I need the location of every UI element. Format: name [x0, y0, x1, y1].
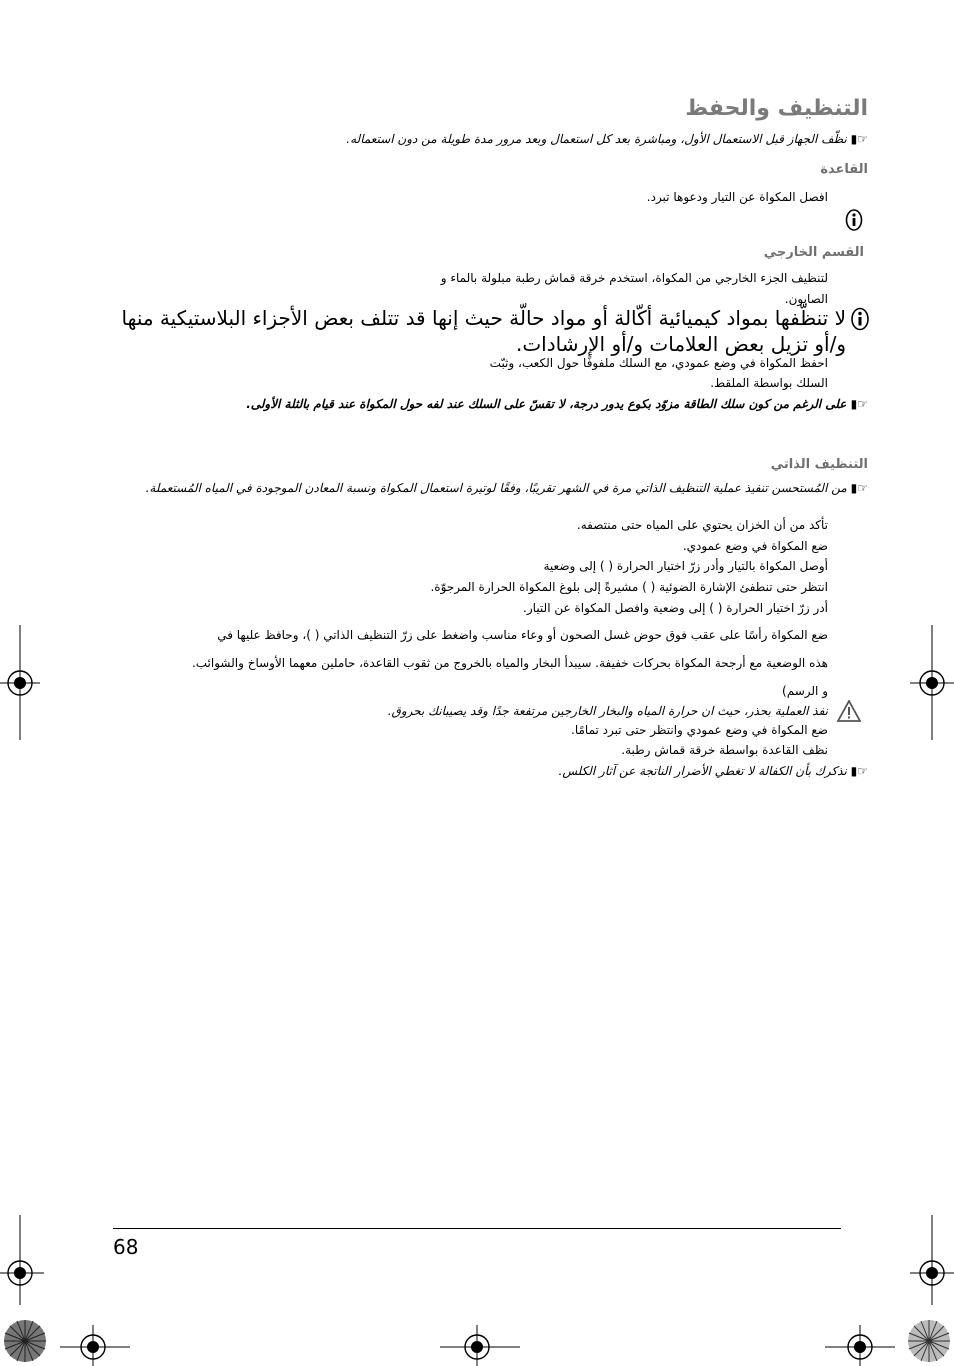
self-step-10: نظف القاعدة بواسطة خرقة قماش رطبة. — [621, 743, 828, 757]
color-wheel-mark-icon — [906, 1318, 952, 1364]
warning-triangle-icon — [837, 700, 861, 722]
section-heading-base: القاعدة — [820, 162, 868, 177]
base-line-1: افصل المكواة عن التيار ودعوها تبرد. — [646, 190, 828, 204]
self-warning: نفذ العملية بحذر، حيث ان حرارة المياه والبخار الخارجين مرتفعة جدًا وقد يصيبانك بحروق. — [387, 704, 828, 718]
self-step-8: و الرسم) — [782, 684, 828, 698]
self-note — [128, 480, 868, 497]
self-step-7: هذه الوضعية مع أرجحة المكواة بحركات خفيفة. سيبدأ البخار والمياه بالخروج من ثقوب القاعدة، حاملين معهما الأوساخ والشوائب. — [191, 656, 828, 670]
registration-mark-icon — [910, 1215, 954, 1315]
registration-mark-icon — [825, 1325, 895, 1366]
self-note-end — [138, 763, 868, 780]
outer-store-2: السلك بواسطة الملقط. — [710, 376, 828, 390]
registration-mark-icon — [440, 1325, 520, 1366]
self-step-2: ضع المكواة في وضع عمودي. — [682, 539, 828, 553]
outer-warning: لا تنظّفها بمواد كيميائية أكّالة أو مواد حالّة حيث إنها قد تتلف بعض الأجزاء البلاستيكية منها و/أو تزيل بعض العلامات و/أو الإرشادات. — [121, 306, 846, 356]
outer-note-bold-text: على الرغم من كون سلك الطاقة مزوّد بكوع يدور درجة، لا تقسّ على السلك عند لفه حول المكواة عند قيام بالثلة الأولى. — [246, 397, 847, 411]
self-note-text: من المُستحسن تنفيذ عملية التنظيف الذاتي مرة في الشهر تقريبًا، وفقًا لوتيرة استعمال المكواة ونسبة المعادن الموجودة في المياه المُستعملة. — [145, 481, 847, 495]
hand-pointer-icon: ☞▮ — [850, 481, 868, 495]
registration-mark-icon — [60, 1325, 130, 1366]
self-step-5: أدر زرّ اختيار الحرارة ( ) إلى وضعية وافصل المكواة عن التيار. — [523, 601, 828, 615]
outer-store-1: احفظ المكواة في وضع عمودي، مع السلك ملفوفًا حول الكعب، وثبّت — [489, 356, 828, 370]
outer-line-2: الصابون. — [784, 292, 828, 306]
self-step-1: تأكد من أن الخزان يحتوي على المياه حتى منتصفه. — [576, 518, 828, 532]
registration-mark-icon — [910, 625, 954, 745]
intro-note — [88, 131, 868, 148]
footer-divider — [113, 1228, 841, 1229]
self-note-end-text: نذكرك بأن الكفالة لا تغطي الأضرار الناتجة عن آثار الكلس. — [558, 764, 847, 778]
intro-note-text: نظّف الجهاز قبل الاستعمال الأول، ومباشرة بعد كل استعمال وبعد مرور مدة طويلة من دون استعماله. — [346, 132, 847, 146]
page-number: 68 — [113, 1235, 139, 1259]
self-step-6: ضع المكواة رأسًا على عقب فوق حوض غسل الصحون أو وعاء مناسب واضغط على زرّ التنظيف الذاتي ( )، وحافظ عليها في — [217, 628, 828, 642]
hand-pointer-icon: ☞▮ — [850, 132, 868, 146]
self-step-4: انتظر حتى تنطفئ الإشارة الضوئية ( ) مشيرةً إلى بلوغ المكواة الحرارة المرجوّة. — [430, 580, 828, 594]
info-icon — [850, 307, 870, 331]
info-icon — [845, 209, 863, 231]
self-step-3: أوصل المكواة بالتيار وأدر زرّ اختيار الحرارة ( ) إلى وضعية — [543, 559, 828, 573]
section-heading-outer: القسم الخارجي — [763, 245, 864, 260]
registration-mark-icon — [0, 1215, 44, 1315]
registration-mark-icon — [0, 625, 40, 745]
outer-note-bold — [138, 396, 868, 413]
self-step-9: ضع المكواة في وضع عمودي وانتظر حتى تبرد تمامًا. — [571, 723, 828, 737]
hand-pointer-icon: ☞▮ — [850, 764, 868, 778]
outer-line-1: لتنظيف الجزء الخارجي من المكواة، استخدم خرقة قماش رطبة مبلولة بالماء و — [440, 271, 828, 285]
hand-pointer-icon: ☞▮ — [850, 397, 868, 411]
section-heading-self: التنظيف الذاتي — [770, 457, 868, 472]
page-title: التنظيف والحفظ — [685, 96, 868, 121]
color-wheel-mark-icon — [2, 1318, 48, 1364]
